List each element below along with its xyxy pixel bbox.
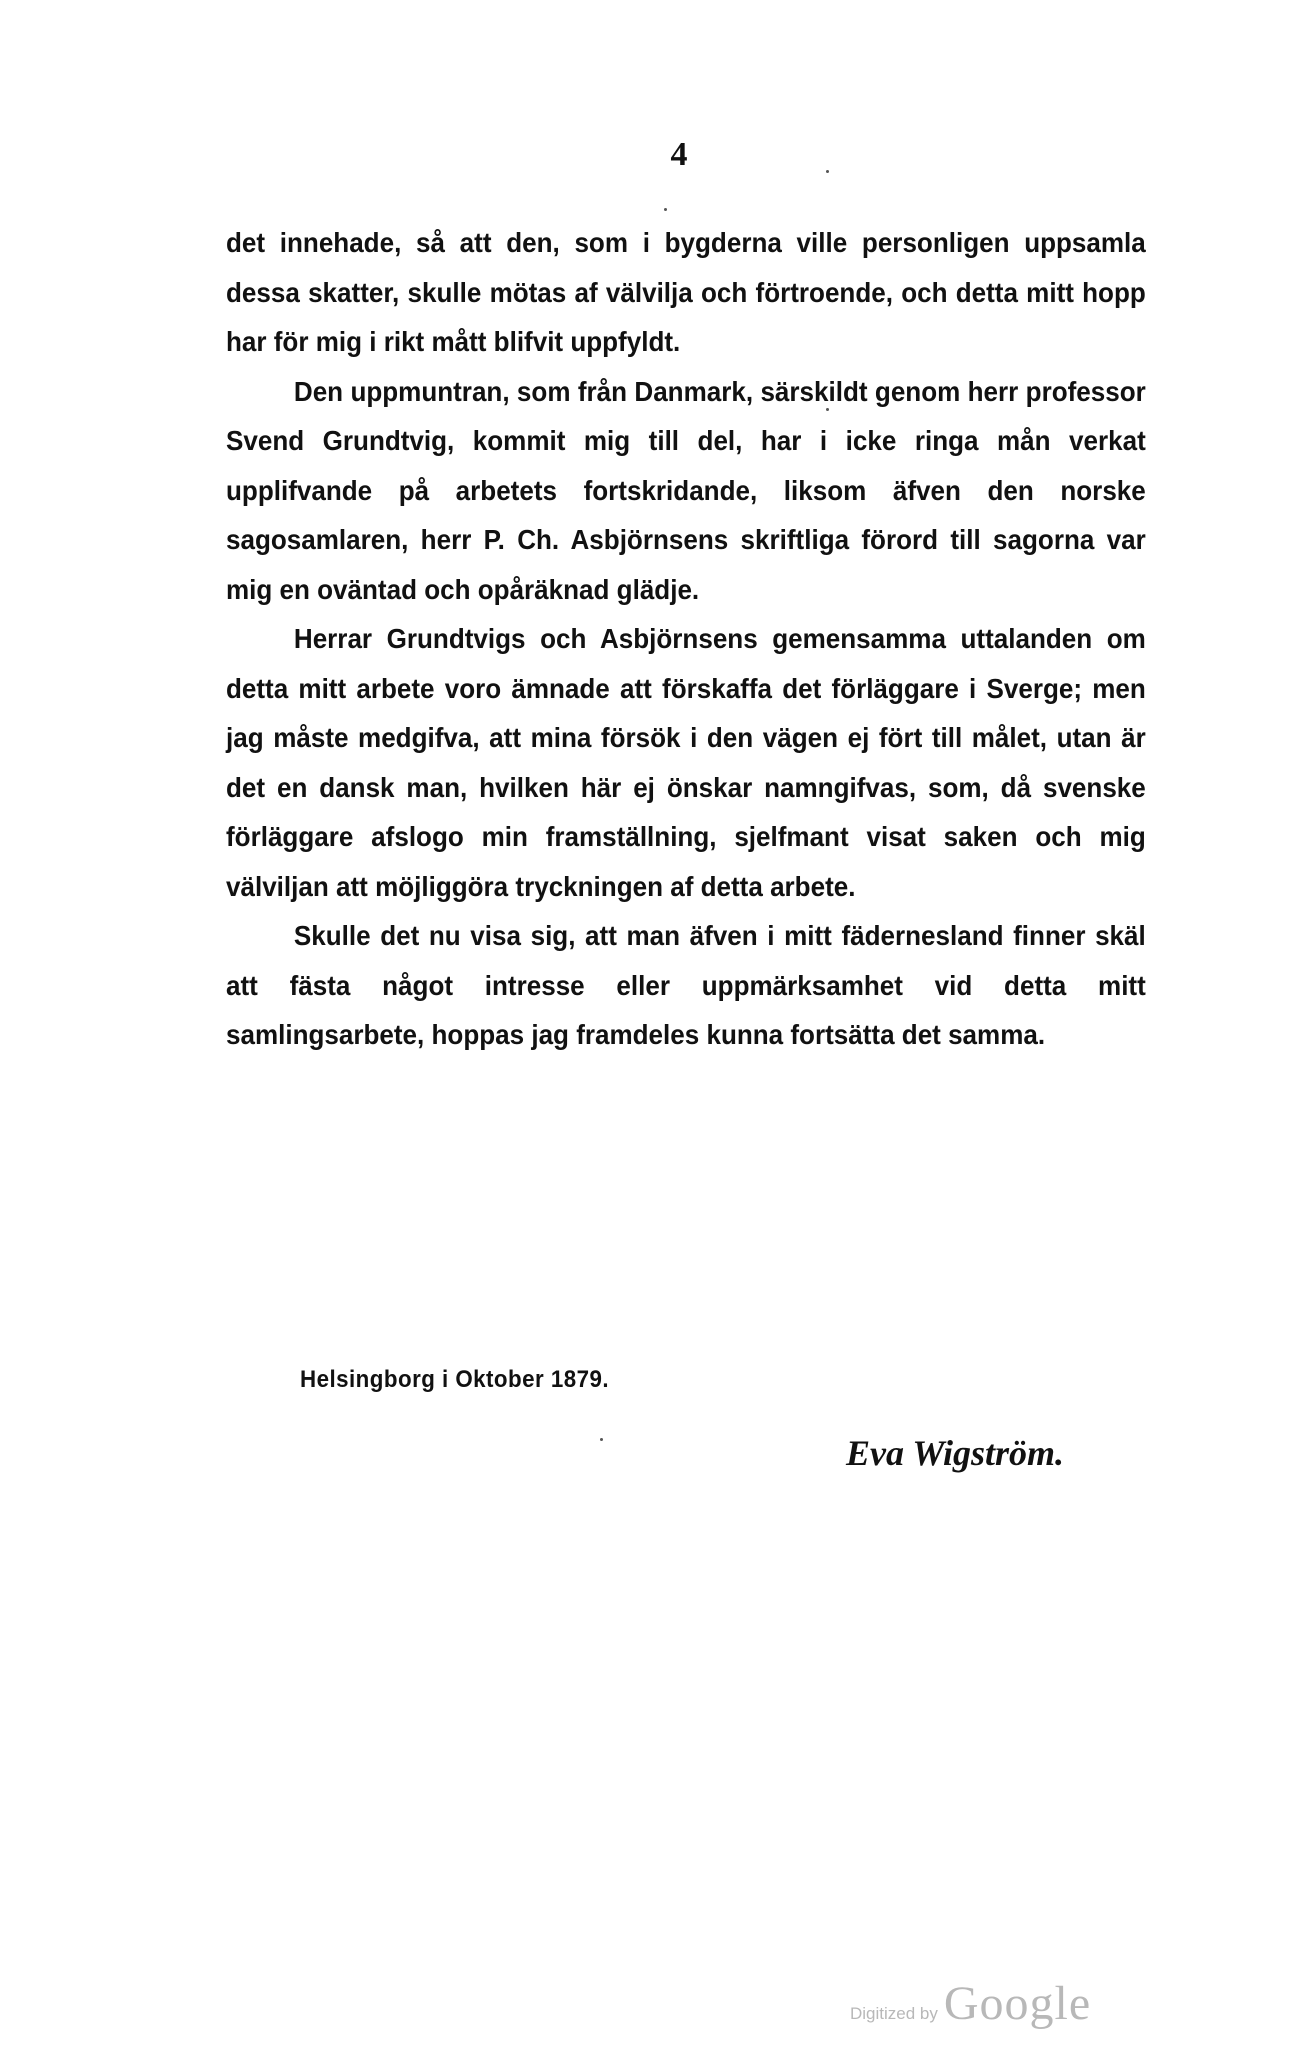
signature: Eva Wigström. — [846, 1433, 1065, 1473]
print-speck — [826, 170, 829, 173]
print-speck — [664, 208, 667, 211]
page-number: 4 — [670, 136, 688, 173]
watermark-prefix: Digitized by — [850, 2004, 938, 2023]
print-speck — [826, 408, 829, 411]
digitized-watermark — [850, 1976, 1091, 2031]
dateline: Helsingborg i Oktober 1879. — [300, 1366, 609, 1393]
paragraph-3: Herrar Grundtvigs och Asbjörnsens gemensamma uttalanden om detta mitt arbete voro ämnade att förskaffa det förläggare i Sverge; men jag måste medgifva, att mina försök i den vägen ej fört till målet, utan är det en dansk man, hvilken här ej önskar namngifvas, som, då svenske förläggare afslogo min framställning, sjelfmant visat saken och mig välviljan att möjliggöra tryckningen af detta arbete. — [226, 623, 1146, 902]
watermark-brand: Google — [943, 1977, 1092, 2030]
body-text — [226, 218, 1146, 1060]
paragraph-2: Den uppmuntran, som från Danmark, särskildt genom herr professor Svend Grundtvig, kommit mig till del, har i icke ringa mån verkat upplifvande på arbetets fortskridande, liksom äfven den norske sagosamlaren, herr P. Ch. Asbjörnsens skriftliga förord till sagorna var mig en oväntad och opåräknad glädje. — [226, 375, 1146, 605]
paragraph-4: Skulle det nu visa sig, att man äfven i mitt fädernesland finner skäl att fästa något intresse eller uppmärksamhet vid detta mitt samlingsarbete, hoppas jag framdeles kunna fortsätta det samma. — [226, 920, 1146, 1050]
print-speck — [600, 1438, 603, 1441]
paragraph-1: det innehade, så att den, som i bygderna ville personligen uppsamla dessa skatter, skulle mötas af välvilja och förtroende, och detta mitt hopp har för mig i rikt mått blifvit uppfyldt. — [226, 227, 1146, 357]
